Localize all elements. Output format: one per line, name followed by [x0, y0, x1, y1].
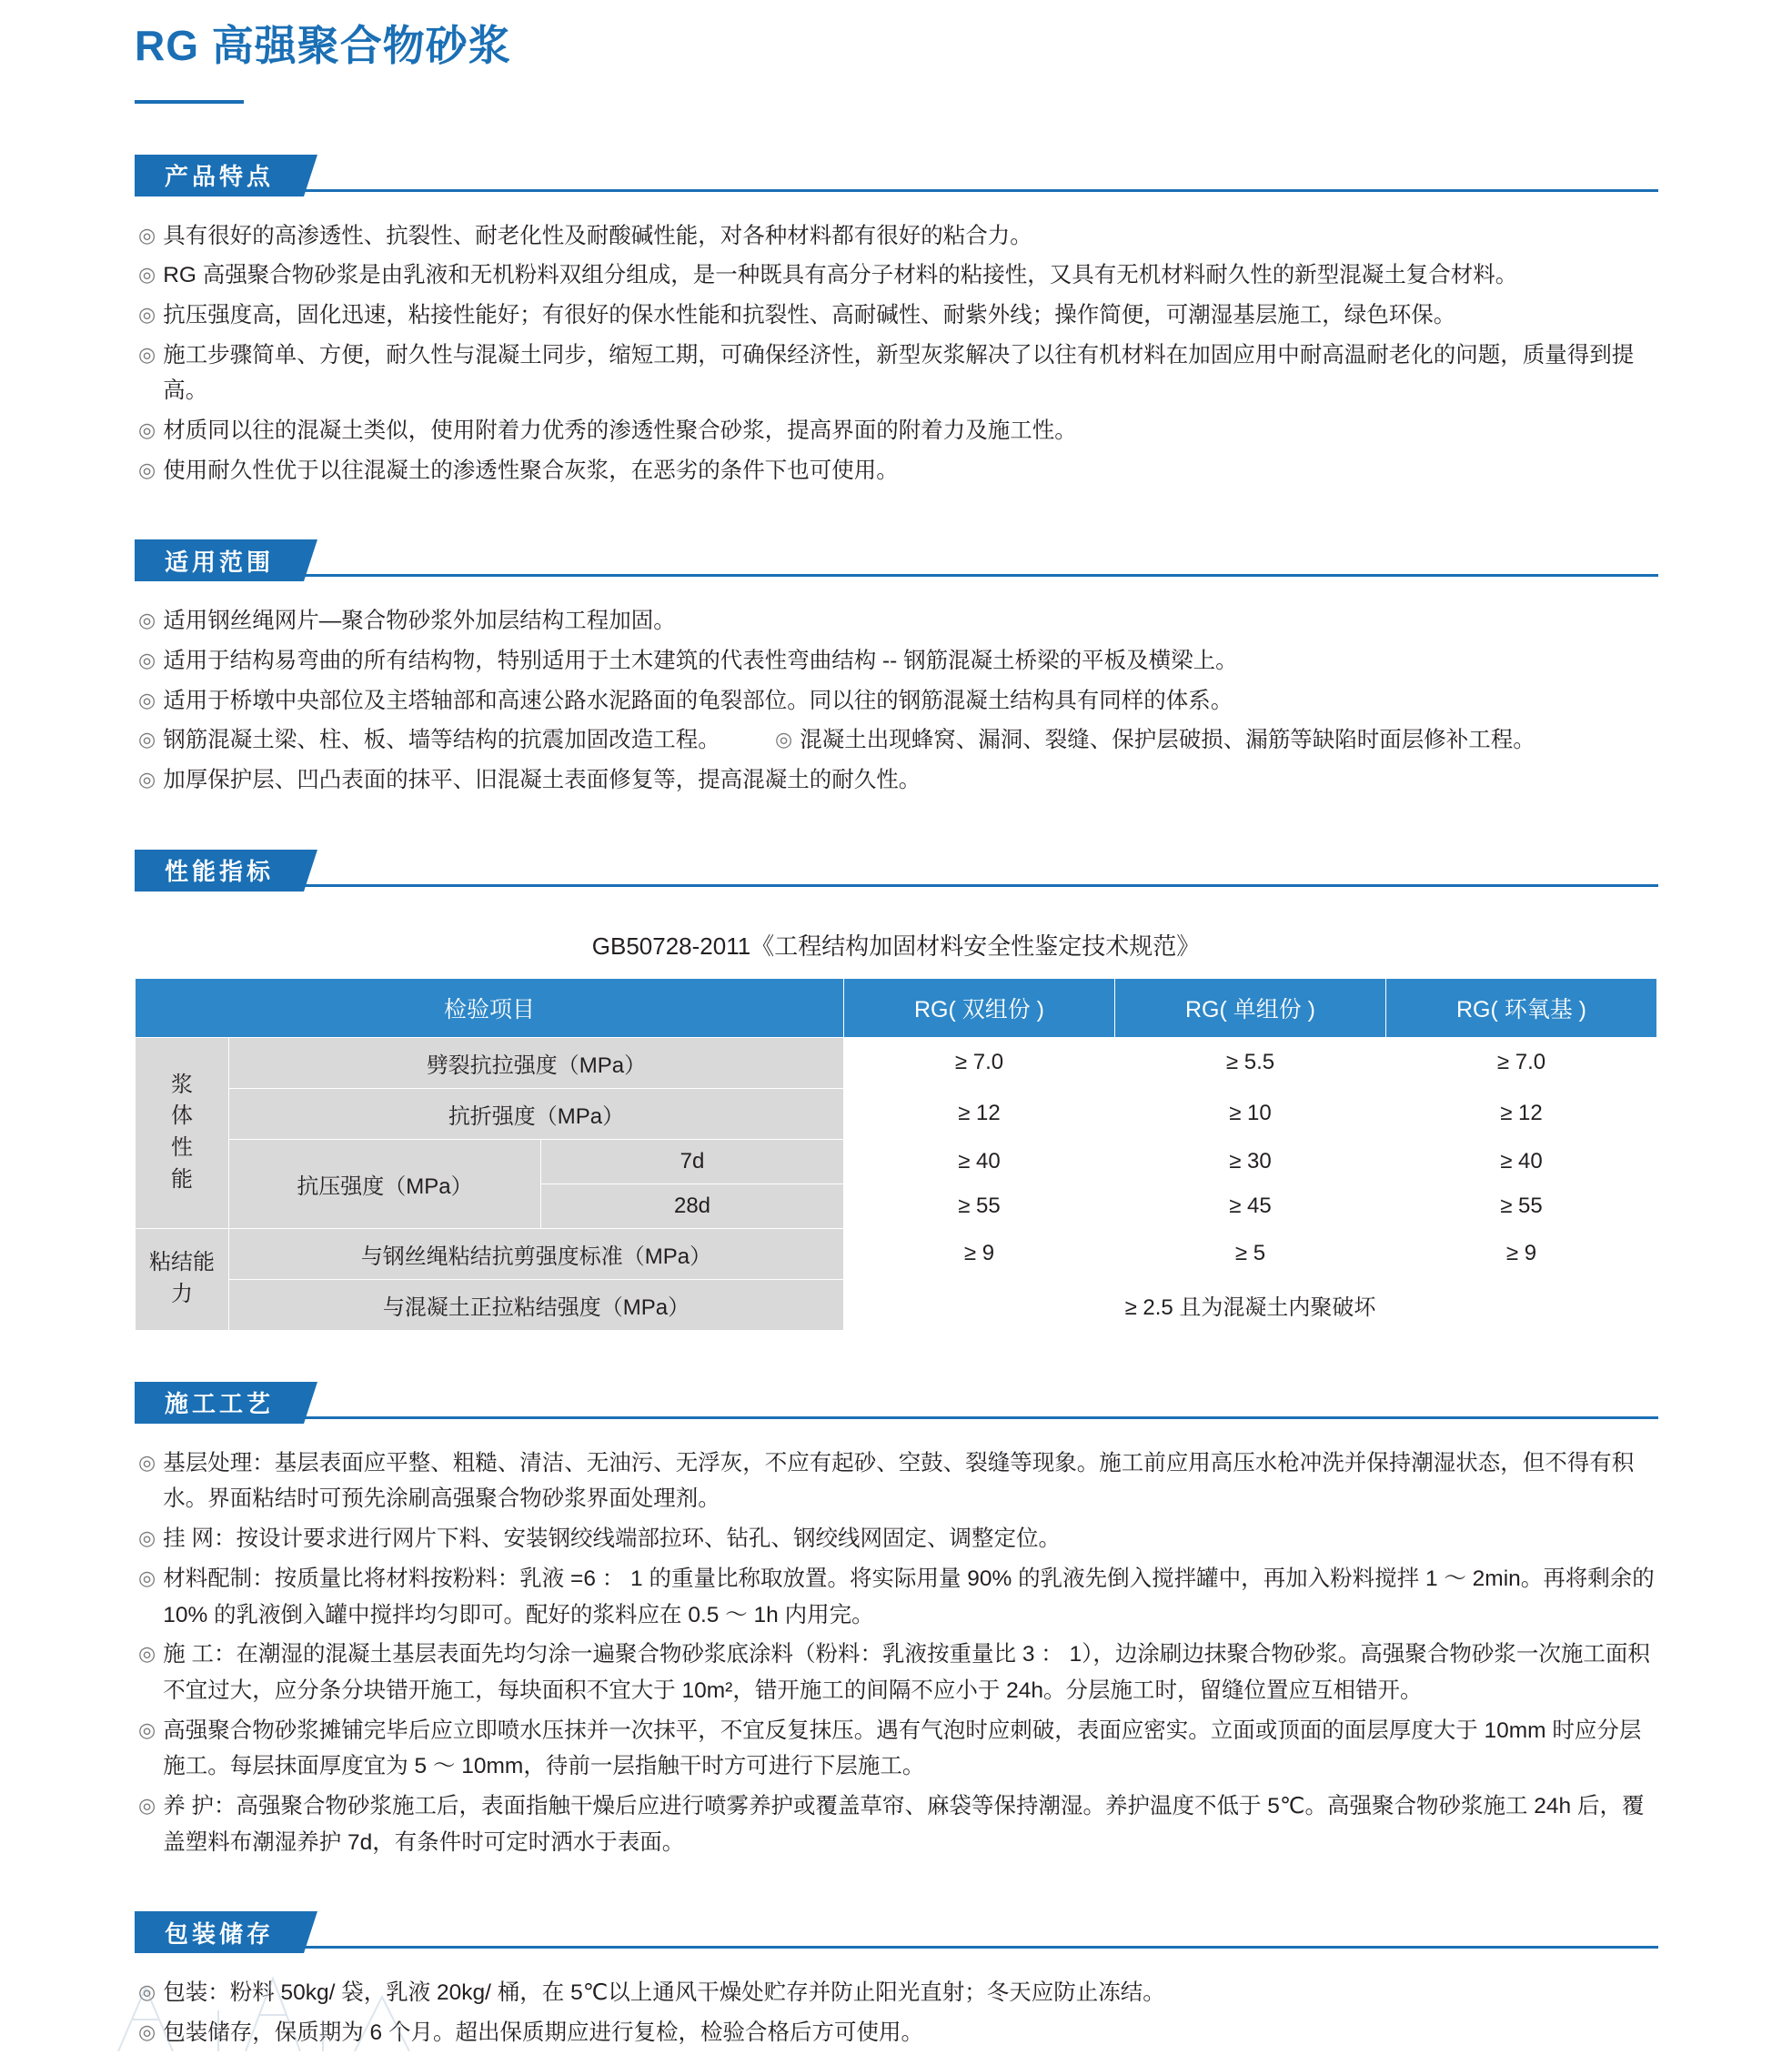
list-item [138, 218, 1656, 255]
bullet-icon: ◎ [138, 1642, 156, 1666]
list-item [138, 453, 1656, 489]
section-header [135, 850, 1658, 892]
list-item [138, 337, 1656, 409]
th-rg-two-component: RG( 双组份 ) [844, 978, 1115, 1037]
section-rule [135, 574, 1658, 577]
list-item [138, 1975, 1656, 2011]
bullet-icon: ◎ [138, 768, 156, 791]
list-item [138, 413, 1656, 449]
list-item-text: 具有很好的高渗透性、抗裂性、耐老化性及耐酸碱性能，对各种材料都有很好的粘合力。 [163, 223, 1032, 248]
section-rule [135, 1416, 1658, 1419]
cell-value: ≥ 5.5 [1115, 1037, 1386, 1088]
bullet-icon: ◎ [138, 1526, 156, 1550]
list-item-text-right: 混凝土出现蜂窝、漏洞、裂缝、保护层破损、漏筋等缺陷时面层修补工程。 [800, 728, 1535, 753]
list-item-text: 适用于桥墩中央部位及主塔轴部和高速公路水泥路面的龟裂部位。同以往的钢筋混凝土结构具有同样的体系。 [163, 688, 1233, 713]
section-header [135, 1382, 1658, 1424]
cell-value: ≥ 40 [1386, 1139, 1657, 1184]
packaging-list [0, 1975, 1792, 2050]
cell-value: ≥ 5 [1115, 1228, 1386, 1279]
cell-value: ≥ 12 [1386, 1088, 1657, 1139]
list-item [138, 643, 1656, 680]
bullet-icon: ◎ [138, 1566, 156, 1589]
list-item-text: 材质同以往的混凝土类似，使用附着力优秀的渗透性聚合砂浆，提高界面的附着力及施工性。 [163, 418, 1077, 443]
section-performance-index [0, 850, 1792, 1331]
list-item [138, 297, 1656, 334]
section-title: 适用范围 [135, 539, 304, 581]
group-label-char: 性 [171, 1135, 193, 1161]
list-item-text: 施工步骤简单、方便，耐久性与混凝土同步，缩短工期，可确保经济性，新型灰浆解决了以往有机材料在加固应用中耐高温耐老化的问题，质量得到提高。 [163, 342, 1635, 404]
bullet-icon: ◎ [138, 2020, 156, 2043]
section-title: 产品特点 [135, 155, 304, 196]
performance-table [135, 978, 1657, 1331]
th-rg-one-component: RG( 单组份 ) [1115, 978, 1386, 1037]
cell-item-name: 劈裂抗拉强度（MPa） [229, 1037, 844, 1088]
section-application-scope [0, 539, 1792, 798]
section-title: 施工工艺 [135, 1382, 304, 1424]
bullet-icon: ◎ [775, 728, 793, 751]
section-rule [135, 189, 1658, 192]
bullet-icon: ◎ [138, 1450, 156, 1474]
list-item-text: 基层处理：基层表面应平整、粗糙、清洁、无油污、无浮灰，不应有起砂、空鼓、裂缝等现象。施工前应用高压水枪冲洗并保持潮湿状态，但不得有积水。界面粘结时可预先涂刷高强聚合物砂浆界面处理剂。 [163, 1450, 1635, 1512]
list-item [138, 603, 1656, 640]
cell-value: ≥ 12 [844, 1088, 1115, 1139]
group-label-char: 体 [171, 1103, 193, 1129]
bullet-icon: ◎ [138, 728, 156, 751]
list-item-text: 适用钢丝绳网片—聚合物砂浆外加层结构工程加固。 [163, 609, 676, 634]
section-header [135, 1911, 1658, 1953]
group-label-char: 能 [171, 1167, 193, 1193]
list-item-text: 养 护：高强聚合物砂浆施工后，表面指触干燥后应进行喷雾养护或覆盖草帘、麻袋等保持潮湿。养护温度不低于 5℃。高强聚合物砂浆施工 24h 后，覆盖塑料布潮湿养护 7d，有条件时可定时洒水于表面。 [163, 1793, 1645, 1855]
bullet-icon: ◎ [138, 1980, 156, 2004]
list-item [138, 1713, 1656, 1785]
cell-value: ≥ 55 [1386, 1184, 1657, 1228]
table-row [136, 1037, 1657, 1088]
cell-item-name: 与钢丝绳粘结抗剪强度标准（MPa） [229, 1228, 844, 1279]
cell-value-merged: ≥ 2.5 且为混凝土内聚破坏 [844, 1279, 1657, 1330]
th-rg-epoxy: RG( 环氧基 ) [1386, 978, 1657, 1037]
cell-item-name: 抗折强度（MPa） [229, 1088, 844, 1139]
table-row [136, 1088, 1657, 1139]
list-item [138, 257, 1656, 294]
bullet-icon: ◎ [138, 342, 156, 366]
list-item [138, 683, 1656, 720]
bullet-icon: ◎ [138, 609, 156, 632]
cell-value: ≥ 9 [844, 1228, 1115, 1279]
cell-value: ≥ 40 [844, 1139, 1115, 1184]
list-item-text: 高强聚合物砂浆摊铺完毕后应立即喷水压抹并一次抹平，不宜反复抹压。遇有气泡时应刺破，表面应密实。立面或顶面的面层厚度大于 10mm 时应分层施工。每层抹面厚度宜为 5 ～ 10mm，待前一层指触干时方可进行下层施工。 [163, 1718, 1642, 1779]
group-label-bond [136, 1228, 229, 1330]
section-construction-process [0, 1382, 1792, 1861]
section-header [135, 155, 1658, 196]
process-list [0, 1446, 1792, 1861]
cell-value: ≥ 7.0 [1386, 1037, 1657, 1088]
list-item-text: 材料配制：按质量比将材料按粉料：乳液 =6 ： 1 的重量比称取放置。将实际用量 90% 的乳液先倒入搅拌罐中，再加入粉料搅拌 1 ～ 2min。再将剩余的 10% 的乳液倒入罐中搅拌均匀即可。配好的浆料应在 0.5 ～ 1h 内用完。 [163, 1566, 1655, 1627]
page-title: RG 高强聚合物砂浆 [135, 22, 511, 69]
title-block [0, 0, 1792, 104]
section-title: 性能指标 [135, 850, 304, 892]
cell-value: ≥ 30 [1115, 1139, 1386, 1184]
standard-caption: GB50728-2011《工程结构加固材料安全性鉴定技术规范》 [591, 932, 1201, 960]
table-row [136, 1279, 1657, 1330]
bullet-icon: ◎ [138, 688, 156, 711]
bullet-icon: ◎ [138, 263, 156, 287]
cell-sub-label: 7d [541, 1139, 844, 1184]
section-rule [135, 884, 1658, 887]
cell-value: ≥ 9 [1386, 1228, 1657, 1279]
table-row [136, 1139, 1657, 1184]
th-inspection-item: 检验项目 [136, 978, 844, 1037]
cell-item-name: 抗压强度（MPa） [229, 1139, 541, 1228]
bullet-icon: ◎ [138, 1718, 156, 1741]
cell-value: ≥ 7.0 [844, 1037, 1115, 1088]
group-label-char: 粘结能 [149, 1250, 215, 1275]
cell-value: ≥ 55 [844, 1184, 1115, 1228]
list-item-text: 抗压强度高，固化迅速，粘接性能好；有很好的保水性能和抗裂性、高耐碱性、耐紫外线；操作简便，可潮湿基层施工，绿色环保。 [163, 302, 1456, 327]
bullet-icon: ◎ [138, 1793, 156, 1817]
table-header-row [136, 978, 1657, 1037]
feature-list [0, 218, 1792, 489]
list-item [138, 1446, 1656, 1517]
section-rule [135, 1946, 1658, 1949]
list-item-text: 挂 网：按设计要求进行网片下料、安装钢绞线端部拉环、钻孔、钢绞线网固定、调整定位。 [163, 1526, 1062, 1552]
list-item-split [138, 722, 1656, 759]
title-underline [135, 100, 244, 104]
bullet-icon: ◎ [138, 223, 156, 247]
list-item-text: 使用耐久性优于以往混凝土的渗透性聚合灰浆，在恶劣的条件下也可使用。 [163, 458, 899, 483]
list-item [138, 1788, 1656, 1860]
list-item [138, 762, 1656, 799]
cell-value: ≥ 45 [1115, 1184, 1386, 1228]
list-item-text: 包装储存，保质期为 6 个月。超出保质期应进行复检，检验合格后方可使用。 [163, 2020, 923, 2045]
cell-value: ≥ 10 [1115, 1088, 1386, 1139]
bullet-icon: ◎ [138, 458, 156, 481]
list-item [138, 1637, 1656, 1708]
cell-item-name: 与混凝土正拉粘结强度（MPa） [229, 1279, 844, 1330]
section-packaging-storage [0, 1911, 1792, 2050]
section-product-features [0, 155, 1792, 489]
scope-list [0, 603, 1792, 798]
list-item-text: RG 高强聚合物砂浆是由乳液和无机粉料双组分组成，是一种既具有高分子材料的粘接性，又具有无机材料耐久性的新型混凝土复合材料。 [163, 263, 1518, 288]
group-label-slurry [136, 1037, 229, 1228]
cell-sub-label: 28d [541, 1184, 844, 1228]
list-item-text: 加厚保护层、凹凸表面的抹平、旧混凝土表面修复等，提高混凝土的耐久性。 [163, 768, 921, 793]
group-label-char: 力 [171, 1282, 193, 1307]
list-item-text: 适用于结构易弯曲的所有结构物，特别适用于土木建筑的代表性弯曲结构 -- 钢筋混凝土桥梁的平板及横梁上。 [163, 649, 1238, 673]
section-header [135, 539, 1658, 581]
group-label-char: 浆 [171, 1072, 193, 1097]
table-row [136, 1228, 1657, 1279]
list-item [138, 1561, 1656, 1633]
bullet-icon: ◎ [138, 649, 156, 671]
list-item [138, 1521, 1656, 1557]
bullet-icon: ◎ [138, 418, 156, 441]
bullet-icon: ◎ [138, 302, 156, 326]
list-item-text: 施 工：在潮湿的混凝土基层表面先均匀涂一遍聚合物砂浆底涂料（粉料：乳液按重量比 3 ： 1），边涂刷边抹聚合物砂浆。高强聚合物砂浆一次施工面积不宜过大，应分条分块错开施工，每块面积不宜大于 10m²，错开施工的间隔不应小于 24h。分层施工时，留缝位置应互相错开。 [163, 1642, 1650, 1703]
list-item-text: 包装：粉料 50kg/ 袋，乳液 20kg/ 桶，在 5℃以上通风干燥处贮存并防止阳光直射；冬天应防止冻结。 [163, 1980, 1165, 2006]
section-title: 包装储存 [135, 1911, 304, 1953]
list-item-text-left: 钢筋混凝土梁、柱、板、墙等结构的抗震加固改造工程。 [163, 728, 720, 753]
